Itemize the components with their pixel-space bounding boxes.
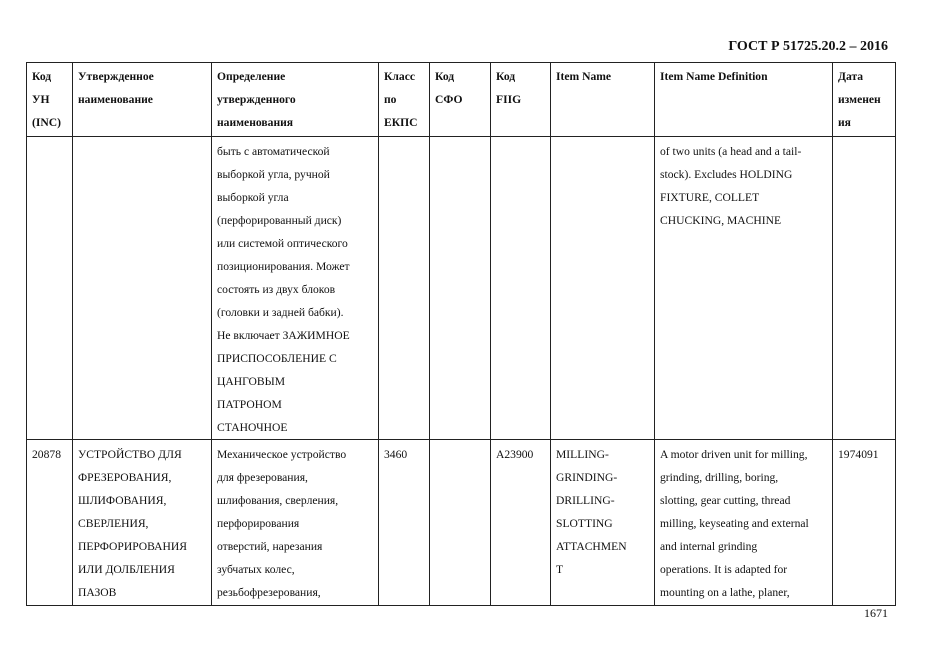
cell-class [379, 137, 430, 440]
cell-definition: быть с автоматической выборкой угла, ручной выборкой угла (перфорированный диск) или системой оптического позиционирования. Может состоять из двух блоков (головки и задней бабки). Не включает ЗАЖИМНОЕ ПРИСПОСОБЛЕНИЕ С ЦАНГОВЫМ ПАТРОНОМ СТАНОЧНОЕ [212, 137, 379, 440]
cell-fiig-code [491, 137, 551, 440]
nomenclature-table [26, 62, 896, 606]
cell-approved-name: УСТРОЙСТВО ДЛЯ ФРЕЗЕРОВАНИЯ, ШЛИФОВАНИЯ, СВЕРЛЕНИЯ, ПЕРФОРИРОВАНИЯ ИЛИ ДОЛБЛЕНИЯ ПАЗОВ [73, 440, 212, 606]
cell-fiig-code: A23900 [491, 440, 551, 606]
cell-sfo-code [430, 137, 491, 440]
col-header-sfo-code: Код СФО [430, 63, 491, 137]
col-header-definition: Определение утвержденного наименования [212, 63, 379, 137]
cell-item-name: MILLING- GRINDING- DRILLING- SLOTTING ATTACHMEN T [551, 440, 655, 606]
cell-item-name [551, 137, 655, 440]
col-header-approved-name: Утвержденное наименование [73, 63, 212, 137]
cell-inc: 20878 [27, 440, 73, 606]
cell-definition: Механическое устройство для фрезерования, шлифования, сверления, перфорирования отверстий, нарезания зубчатых колес, резьбофрезерования, [212, 440, 379, 606]
cell-change-date [833, 137, 896, 440]
col-header-item-name: Item Name [551, 63, 655, 137]
document-header: ГОСТ Р 51725.20.2 – 2016 [728, 39, 888, 54]
page-number: 1671 [864, 606, 888, 620]
cell-sfo-code [430, 440, 491, 606]
cell-item-name-definition: A motor driven unit for milling, grinding, drilling, boring, slotting, gear cutting, thread milling, keyseating and external and internal grinding operations. It is adapted for mounting on a lathe, planer, [655, 440, 833, 606]
table-header-row [27, 63, 896, 137]
cell-inc [27, 137, 73, 440]
table-row [27, 440, 896, 606]
col-header-item-name-definition: Item Name Definition [655, 63, 833, 137]
table-row [27, 137, 896, 440]
cell-approved-name [73, 137, 212, 440]
cell-item-name-definition: of two units (a head and a tail- stock). Excludes HOLDING FIXTURE, COLLET CHUCKING, MACHINE [655, 137, 833, 440]
col-header-fiig-code: Код FIIG [491, 63, 551, 137]
cell-change-date: 1974091 [833, 440, 896, 606]
col-header-class: Класс по ЕКПС [379, 63, 430, 137]
cell-class: 3460 [379, 440, 430, 606]
col-header-change-date: Дата изменен ия [833, 63, 896, 137]
col-header-inc: Код УН (INC) [27, 63, 73, 137]
